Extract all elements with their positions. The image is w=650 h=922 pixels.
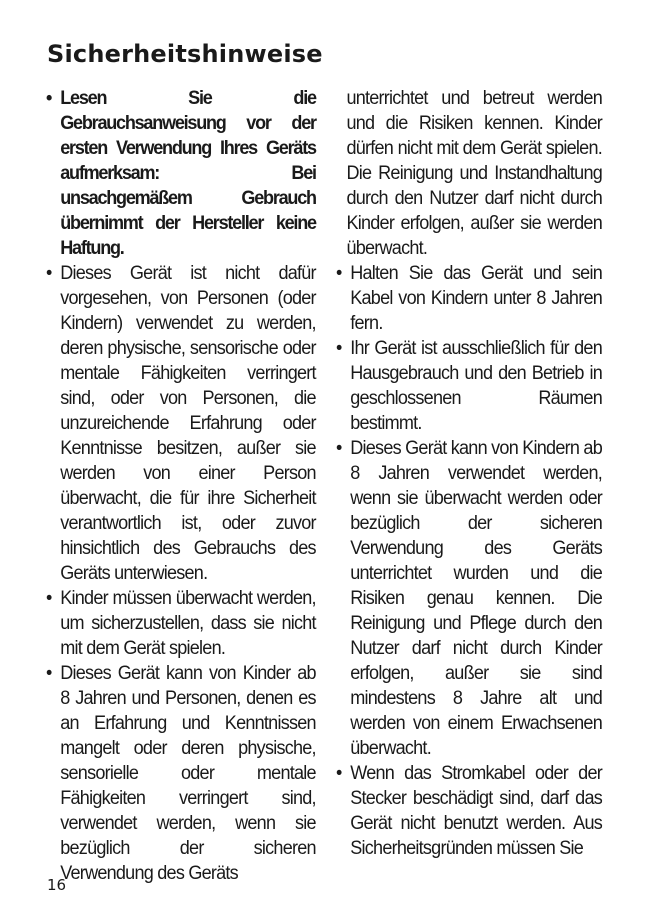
page-number: 16 xyxy=(47,876,67,894)
bullet-children-cleaning: • Dieses Gerät kann von Kindern ab 8 Jahren verwendet werden, wenn sie überwacht werden oder bezüglich der sicheren Verwendung des Geräts unterrichtet wurden und die Risiken genau kennen. Die Reinigung und Pflege durch den Nutzer darf nicht durch Kinder erfolgen, außer sie sind mindestens 8 Jahre alt und werden von einem Erwachsenen überwacht. xyxy=(336,436,602,761)
bullet-cable-away-from-children: • Halten Sie das Gerät und sein Kabel von Kindern unter 8 Jahren fern. xyxy=(336,261,602,336)
right-column xyxy=(336,86,602,861)
bullet-read-instructions: • Lesen Sie die Gebrauchsanweisung vor der ersten Verwendung Ihres Geräts aufmerksam: Bei unsachgemäßem Gebrauch übernimmt der Hersteller keine Haftung. xyxy=(46,86,316,261)
left-column xyxy=(46,86,316,886)
bullet-damaged-cable: • Wenn das Stromkabel oder der Stecker beschädigt sind, darf das Gerät nicht benutzt werden. Aus Sicherheitsgründen müssen Sie xyxy=(336,761,602,861)
bullet-household-use: • Ihr Gerät ist ausschließlich für den Hausgebrauch und den Betrieb in geschlossenen Räumen bestimmt. xyxy=(336,336,602,436)
bullet-children-supervised: • Kinder müssen überwacht werden, um sicherzustellen, dass sie nicht mit dem Gerät spielen. xyxy=(46,586,316,661)
bullet-not-intended-use: • Dieses Gerät ist nicht dafür vorgesehen, von Personen (oder Kindern) verwendet zu werden, deren physische, sensorische oder mentale Fähigkeiten verringert sind, oder von Personen, die unzureichende Erfahrung oder Kenntnisse besitzen, außer sie werden von einer Person überwacht, die für ihre Sicherheit verantwortlich ist, oder zuvor hinsichtlich des Gebrauchs des Geräts unterwiesen. xyxy=(46,261,316,586)
bullet-children-age-8: • Dieses Gerät kann von Kinder ab 8 Jahren und Personen, denen es an Erfahrung und Kenntnissen mangelt oder deren physische, sensorielle oder mentale Fähigkeiten verringert sind, verwendet werden, wenn sie bezüglich der sicheren Verwendung des Geräts xyxy=(46,661,316,886)
page-title: Sicherheitshinweise xyxy=(47,40,323,68)
bullet-children-age-8-continued: unterrichtet und betreut werden und die Risiken kennen. Kinder dürfen nicht mit dem Gerät spielen. Die Reinigung und Instandhaltung durch den Nutzer darf nicht durch Kinder erfolgen, außer sie werden überwacht. xyxy=(346,88,602,259)
